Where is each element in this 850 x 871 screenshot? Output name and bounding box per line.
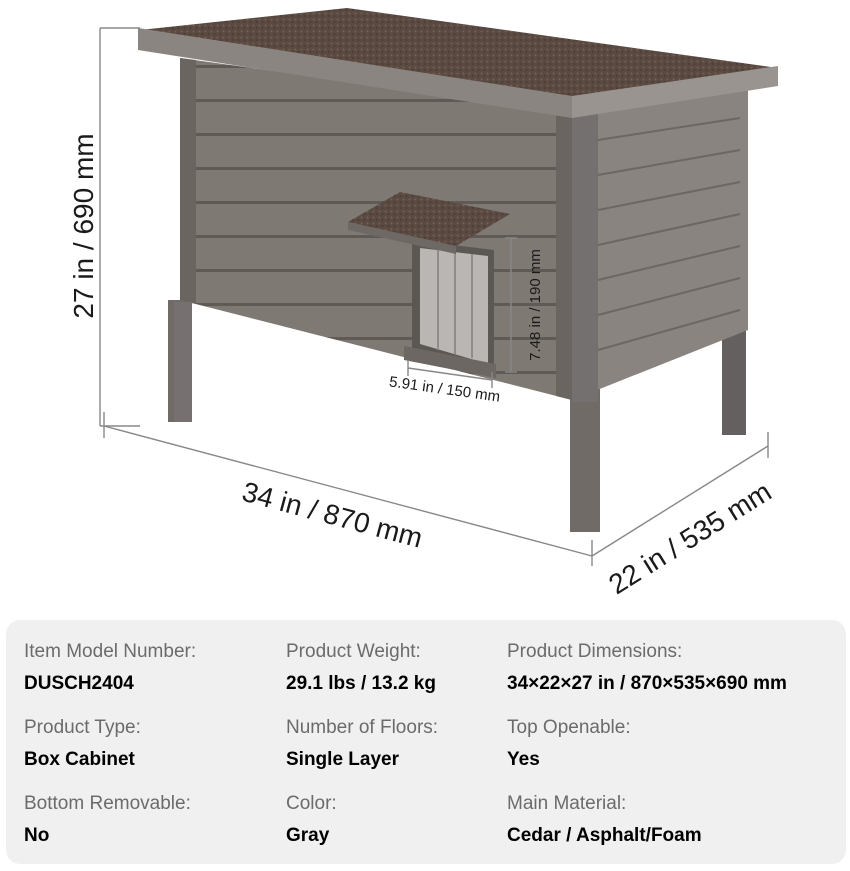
spec-value: Cedar / Asphalt/Foam — [507, 825, 702, 846]
spec-number-of-floors — [286, 716, 438, 772]
spec-panel — [6, 620, 846, 864]
spec-value: 34×22×27 in / 870×535×690 mm — [507, 673, 787, 694]
door-height-label: 7.48 in / 190 mm — [527, 249, 544, 361]
cat-house — [138, 8, 778, 532]
leg-front-right — [570, 380, 600, 532]
spec-value: No — [24, 825, 50, 846]
spec-label: Number of Floors: — [286, 717, 439, 738]
spec-label: Bottom Removable: — [24, 793, 191, 814]
spec-bottom-removable — [24, 792, 191, 848]
depth-dimension-label: 22 in / 535 mm — [603, 475, 777, 601]
height-dimension-label: 27 in / 690 mm — [68, 133, 99, 319]
spec-product-weight — [286, 640, 436, 696]
door-width-label: 5.91 in / 150 mm — [388, 373, 502, 406]
spec-value: DUSCH2404 — [24, 673, 134, 694]
spec-product-type — [24, 716, 141, 772]
spec-main-material — [507, 792, 702, 848]
spec-label: Item Model Number: — [24, 641, 197, 662]
spec-value: 29.1 lbs / 13.2 kg — [286, 673, 436, 694]
spec-value: Box Cabinet — [24, 749, 135, 770]
spec-top-openable — [507, 716, 631, 772]
spec-value: Gray — [286, 825, 330, 846]
spec-value: Single Layer — [286, 749, 399, 770]
width-dimension-label: 34 in / 870 mm — [239, 475, 426, 554]
spec-label: Top Openable: — [507, 717, 631, 738]
spec-label: Main Material: — [507, 793, 627, 814]
leg-front-left — [174, 302, 192, 422]
spec-item-model-number — [24, 640, 196, 696]
spec-label: Product Weight: — [286, 641, 421, 662]
spec-product-dimensions — [507, 640, 787, 696]
spec-label: Color: — [286, 793, 337, 814]
spec-label: Product Type: — [24, 717, 141, 738]
spec-label: Product Dimensions: — [507, 641, 683, 662]
spec-value: Yes — [507, 749, 540, 770]
spec-color — [286, 792, 337, 848]
